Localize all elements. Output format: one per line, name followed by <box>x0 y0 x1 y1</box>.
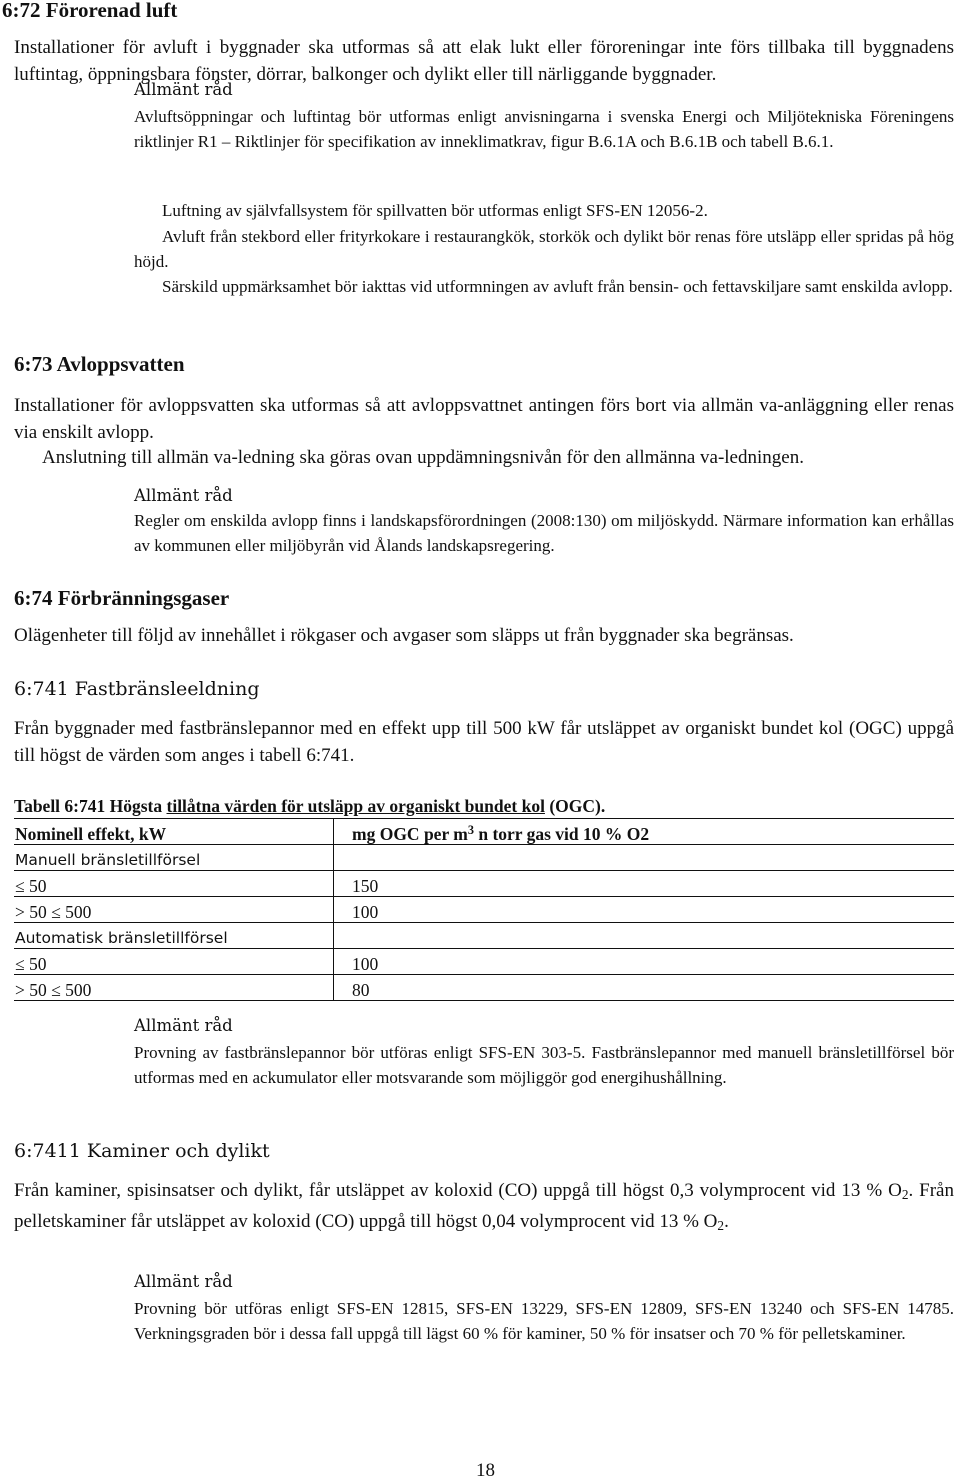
table-cell-label: ≤ 50 <box>14 949 334 975</box>
advice-67411-text: Provning bör utföras enligt SFS-EN 12815, SFS-EN 13229, SFS-EN 12809, SFS-EN 13240 och SFS-EN 14785. Verkningsgraden bör i dessa fall uppgå till lägst 60 % för kaminer, 50 % för insatser och 70 % för pelletskaminer. <box>134 1299 954 1343</box>
table-row <box>14 871 954 897</box>
advice-672-text-2: Luftning av självfallsystem för spillvatten bör utformas enligt SFS-EN 12056-2. <box>162 201 708 220</box>
table-cell-label: > 50 ≤ 500 <box>14 975 334 1001</box>
advice-label-6741: Allmänt råd <box>134 1016 233 1035</box>
advice-672-text-3: Avluft från stekbord eller frityrkokare i restaurangkök, storkök och dylikt bör renas före utsläpp eller spridas på hög höjd. <box>134 227 954 271</box>
table-cell-label: > 50 ≤ 500 <box>14 897 334 923</box>
table-header-row <box>14 819 954 845</box>
table-header-col1: Nominell effekt, kW <box>14 819 334 845</box>
para-part-b: . Från pelletskaminer får utsläppet av koloxid (CO) uppgå till högst 0,04 volymprocent vid 13 % O <box>14 1180 954 1232</box>
section-672-paragraph: Installationer för avluft i byggnader ska utformas så att elak lukt eller föroreningar inte förs tillbaka till byggnadens luftintag, öppningsbara fönster, dörrar, balkonger och dylikt eller till närliggande byggnader. <box>14 37 954 85</box>
para-part-a: Från kaminer, spisinsatser och dylikt, får utsläppet av koloxid (CO) uppgå till högst 0,3 volymprocent vid 13 % O <box>14 1180 902 1201</box>
table-row <box>14 897 954 923</box>
advice-label-67411: Allmänt råd <box>134 1272 233 1291</box>
header-col2-tail: n torr gas vid 10 % O2 <box>473 824 650 844</box>
table-cell-value <box>334 845 955 871</box>
advice-6741-text: Provning av fastbränslepannor bör utföras enligt SFS-EN 303-5. Fastbränslepannor med manuell bränsletillförsel bör utformas med en ackumulator eller motsvarande som möjliggör god energihushållning. <box>134 1043 954 1087</box>
section-6741-paragraph: Från byggnader med fastbränslepannor med en effekt upp till 500 kW får utsläppet av organiskt bundet kol (OGC) uppgå till högst de värden som anges i tabell 6:741. <box>14 718 954 766</box>
table-row <box>14 975 954 1001</box>
table-cell-value: 100 <box>334 897 955 923</box>
para-part-c: . <box>724 1210 729 1232</box>
section-heading-6741: 6:741 Fastbränsleeldning <box>14 678 260 700</box>
table-caption-start: Tabell 6:741 Högsta <box>14 796 167 816</box>
page-number: 18 <box>476 1460 495 1481</box>
section-673-paragraph-2: Anslutning till allmän va-ledning ska göras ovan uppdämningsnivån för den allmänna va-ledningen. <box>42 447 804 468</box>
emission-table <box>14 818 954 1001</box>
table-caption-underlined: tillåtna värden för utsläpp av organiskt bundet kol <box>166 796 545 816</box>
advice-673-text: Regler om enskilda avlopp finns i landskapsförordningen (2008:130) om miljöskydd. Närmare information kan erhållas av kommunen eller miljöbyrån vid Ålands landskapsregering. <box>134 511 954 555</box>
table-cell-value: 100 <box>334 949 955 975</box>
table-cell-label: Automatisk bränsletillförsel <box>14 923 334 949</box>
table-caption <box>14 796 605 817</box>
header-col2-text: mg OGC per m <box>352 824 468 844</box>
advice-672-text-1: Avluftsöppningar och luftintag bör utformas enligt anvisningarna i svenska Energi och Miljötekniska Föreningens riktlinjer R1 – Riktlinjer för specifikation av inneklimatkrav, figur B.6.1A och B.6.1B och tabell B.6.1. <box>134 107 954 151</box>
advice-label-673: Allmänt råd <box>134 486 233 505</box>
table-row <box>14 845 954 871</box>
table-row <box>14 949 954 975</box>
section-heading-674: 6:74 Förbränningsgaser <box>14 586 230 610</box>
section-heading-672: 6:72 Förorenad luft <box>2 0 178 22</box>
section-67411-paragraph <box>14 1178 954 1239</box>
section-674-paragraph: Olägenheter till följd av innehållet i rökgaser och avgaser som släpps ut från byggnader ska begränsas. <box>14 625 794 646</box>
table-header-col2 <box>334 819 955 845</box>
subscript-2: 2 <box>717 1217 725 1233</box>
table-cell-value <box>334 923 955 949</box>
subscript-2: 2 <box>901 1187 909 1202</box>
section-673-paragraph-1: Installationer för avloppsvatten ska utformas så att avloppsvattnet antingen förs bort via allmän va-anläggning eller renas via enskilt avlopp. <box>14 395 954 443</box>
advice-672-text-4: Särskild uppmärksamhet bör iakttas vid utformningen av avluft från bensin- och fettavskiljare samt enskilda avlopp. <box>162 277 953 296</box>
section-heading-67411: 6:7411 Kaminer och dylikt <box>14 1140 270 1162</box>
table-row <box>14 923 954 949</box>
table-cell-value: 150 <box>334 871 955 897</box>
table-cell-label: ≤ 50 <box>14 871 334 897</box>
header-col2-superscript: 3 <box>467 823 474 837</box>
table-cell-label: Manuell bränsletillförsel <box>14 845 334 871</box>
table-cell-value: 80 <box>334 975 955 1001</box>
advice-label-672: Allmänt råd <box>134 80 233 99</box>
table-caption-end: (OGC). <box>544 796 606 816</box>
section-heading-673: 6:73 Avloppsvatten <box>14 352 185 376</box>
